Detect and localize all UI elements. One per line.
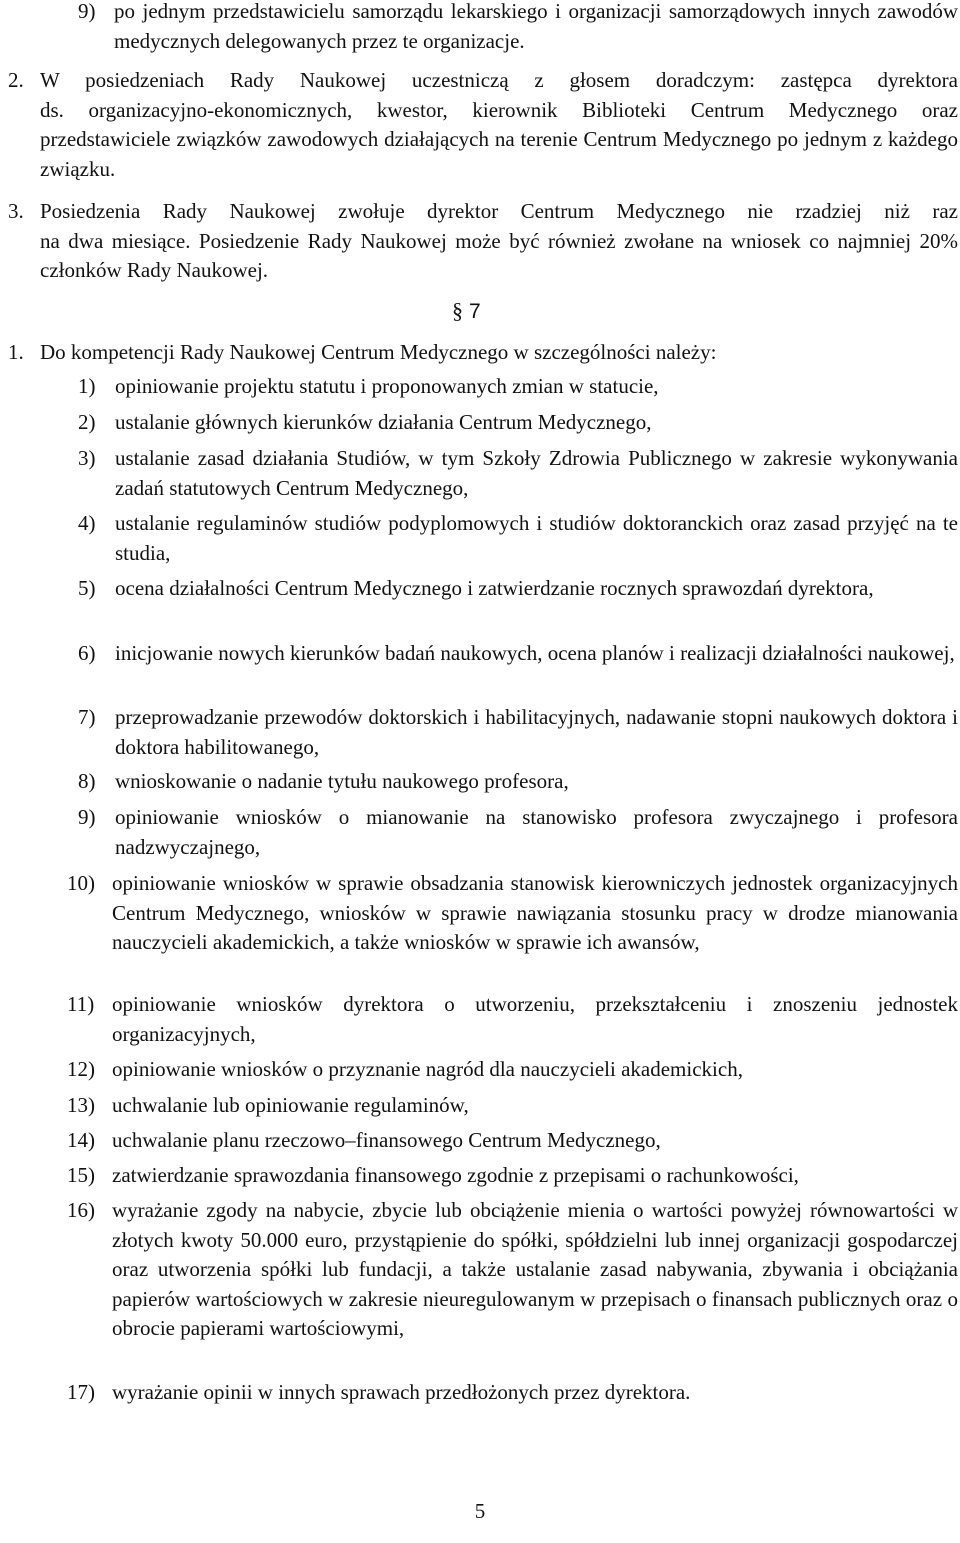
list-item (78, 444, 958, 503)
list-item-number: 1) (78, 374, 96, 398)
list-item-text: opiniowanie wniosków o mianowanie na stanowisko profesora zwyczajnego i profesora nadzwyczajnego, (115, 805, 958, 859)
list-item-number: 7) (78, 705, 96, 729)
list-item (78, 408, 958, 438)
list-item-text: przeprowadzanie przewodów doktorskich i habilitacyjnych, nadawanie stopni naukowych doktora i doktora habilitowanego, (115, 705, 958, 759)
list-item (67, 1196, 958, 1344)
section-sign: § (452, 298, 463, 323)
list-item-number: 9) (78, 805, 96, 829)
list-item-number: 14) (67, 1128, 95, 1152)
paragraph-3 (8, 197, 958, 286)
list-item-text: ustalanie głównych kierunków działania Centrum Medycznego, (115, 410, 652, 434)
list-item-text: opiniowanie projektu statutu i proponowanych zmian w statucie, (115, 374, 659, 398)
list-item (67, 990, 958, 1049)
list-item-text: wyrażanie opinii w innych sprawach przedłożonych przez dyrektora. (112, 1380, 691, 1404)
list-item-text: ustalanie zasad działania Studiów, w tym Szkoły Zdrowia Publicznego w zakresie wykonywania zadań statutowych Centrum Medycznego, (115, 446, 958, 500)
paragraph-text-start: Posiedzenia Rady Naukowej zwołuje dyrektor Centrum Medycznego nie rzadziej niż raz (40, 199, 958, 223)
section-number: 7 (469, 300, 481, 323)
list-item-number: 2) (78, 410, 96, 434)
list-item-number: 4) (78, 511, 96, 535)
list-item (78, 803, 958, 862)
paragraph-1 (8, 338, 958, 368)
list-item (78, 574, 958, 604)
list-item-number: 17) (67, 1380, 95, 1404)
list-item-number: 5) (78, 576, 96, 600)
list-item-text: zatwierdzanie sprawozdania finansowego zgodnie z przepisami o rachunkowości, (112, 1163, 799, 1187)
paragraph-number: 1. (8, 340, 24, 364)
page-number: 5 (474, 1499, 486, 1523)
list-item (78, 639, 958, 669)
list-item-number: 6) (78, 641, 96, 665)
list-item-text: ocena działalności Centrum Medycznego i zatwierdzanie rocznych sprawozdań dyrektora, (115, 576, 874, 600)
list-item-number: 13) (67, 1093, 95, 1117)
list-item-text: inicjowanie nowych kierunków badań naukowych, ocena planów i realizacji działalności naukowej, (115, 641, 955, 665)
paragraph-number: 2. (8, 68, 24, 92)
paragraph-text: Do kompetencji Rady Naukowej Centrum Medycznego w szczególności należy: (40, 340, 717, 364)
list-item (78, 372, 958, 402)
list-item (67, 869, 958, 958)
list-item (67, 1161, 958, 1191)
list-item-number: 10) (67, 871, 95, 895)
list-item-text: wyrażanie zgody na nabycie, zbycie lub obciążenie mienia o wartości powyżej równowartości w złotych kwoty 50.000 euro, przystąpienie do spółki, spółdzielni lub innej organizacji gospodarczej oraz utworzenia spółki lub fundacji, a także ustalanie zasad nabywania, zbywania i obciążania papierów wartościowych w zakresie nieuregulowanym w przepisach o finansach publicznych oraz o obrocie papierami wartościowymi, (112, 1198, 958, 1340)
list-item-number: 11) (67, 992, 95, 1016)
list-item-text: uchwalanie lub opiniowanie regulaminów, (112, 1093, 469, 1117)
list-item-number: 9) (78, 0, 96, 23)
paragraph-text-start: W posiedzeniach Rady Naukowej uczestniczą z głosem doradczym: zastępca dyrektora (40, 68, 958, 92)
list-item (78, 703, 958, 762)
list-item-text: opiniowanie wniosków w sprawie obsadzania stanowisk kierowniczych jednostek organizacyjnych Centrum Medycznego, wniosków w sprawie nawiązania stosunku pracy w drodze mianowania nauczycieli akademickich, a także wniosków w sprawie ich awansów, (112, 871, 958, 954)
list-item-number: 8) (78, 769, 96, 793)
list-item (67, 1091, 958, 1121)
paragraph-number: 3. (8, 199, 24, 223)
list-item-number: 3) (78, 446, 96, 470)
list-item-text: opiniowanie wniosków dyrektora o utworzeniu, przekształceniu i znoszeniu jednostek organizacyjnych, (112, 992, 958, 1046)
list-item (67, 1378, 958, 1408)
paragraph-text: ds. organizacyjno-ekonomicznych, kwestor, kierownik Biblioteki Centrum Medycznego oraz przedstawiciele związków zawodowych działających na terenie Centrum Medycznego po jednym z każdego związku. (40, 97, 958, 181)
list-item-text: opiniowanie wniosków o przyznanie nagród dla nauczycieli akademickich, (112, 1057, 743, 1081)
paragraph-text: na dwa miesiące. Posiedzenie Rady Naukowej może być również zwołane na wniosek co najmniej 20% członków Rady Naukowej. (40, 228, 958, 282)
list-item (78, 0, 958, 56)
list-item-number: 15) (67, 1163, 95, 1187)
list-item (78, 767, 958, 797)
list-item-text: ustalanie regulaminów studiów podyplomowych i studiów doktoranckich oraz zasad przyjęć na te studia, (115, 511, 958, 565)
list-item (67, 1055, 958, 1085)
section-heading (452, 296, 481, 327)
paragraph-2 (8, 66, 958, 184)
list-item-number: 16) (67, 1198, 95, 1222)
list-item (78, 509, 958, 568)
list-item-number: 12) (67, 1057, 95, 1081)
list-item-text: po jednym przedstawicielu samorządu lekarskiego i organizacji samorządowych innych zawodów medycznych delegowanych przez te organizacje. (114, 0, 958, 53)
list-item-text: wnioskowanie o nadanie tytułu naukowego profesora, (115, 769, 569, 793)
list-item-text: uchwalanie planu rzeczowo–finansowego Centrum Medycznego, (112, 1128, 661, 1152)
list-item (67, 1126, 958, 1156)
